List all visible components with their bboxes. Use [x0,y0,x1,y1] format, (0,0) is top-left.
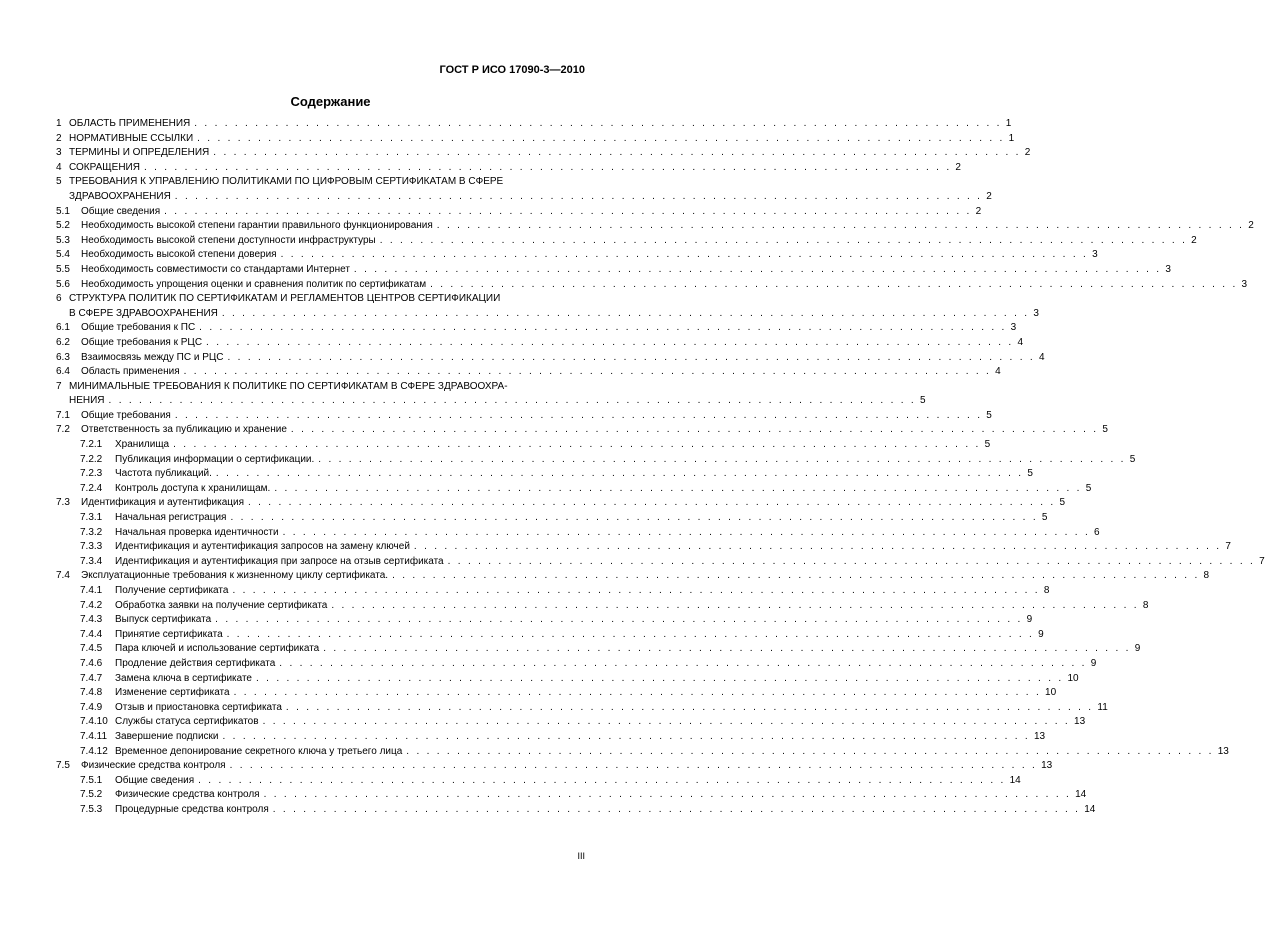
toc-entry-number: 7.4.2 [80,599,103,611]
toc-entry-number: 7.1 [56,409,70,421]
toc-entry-title: Область применения [81,365,184,380]
toc-entry-page: 2 [975,205,982,217]
toc-entry-number: 6.4 [56,366,70,378]
toc-entry-page: 10 [1067,672,1079,684]
toc-dot-leader: . . . . . . . . . . . . . . . . . . . . . . . . . . . . . . . . . . . . . . . . . . . . . . . . . . . . . . . . . . . . . . . . . . . . . . . . . . . . . . . . [213,147,1021,159]
toc-entry-page: 3 [1033,307,1039,319]
toc-entry-number: 5 [56,176,62,188]
toc-entry[interactable] [56,292,1039,321]
toc-dot-leader: . . . . . . . . . . . . . . . . . . . . . . . . . . . . . . . . . . . . . . . . . . . . . . . . . . . . . . . . . . . . . . . . . . . . . . . . . . . . . . . . [323,643,1131,655]
toc-entry-title: Обработка заявки на получение сертификата [115,599,331,614]
toc-entry-page: 5 [1027,468,1033,480]
toc-entry-number: 7.4.7 [80,672,103,684]
toc-entry-number: 6 [56,293,62,305]
toc-entry[interactable] [56,701,1108,716]
toc-entry-page: 3 [1092,249,1098,261]
toc-entry-title: ТРЕБОВАНИЯ К УПРАВЛЕНИЮ ПОЛИТИКАМИ ПО ЦИФРОВЫМ СЕРТИФИКАТАМ В СФЕРЕ [69,175,507,190]
toc-entry-title: Идентификация и аутентификация [81,496,248,511]
toc-dot-leader: . . . . . . . . . . . . . . . . . . . . . . . . . . . . . . . . . . . . . . . . . . . . . . . . . . . . . . . . . . . . . . . . . . . . . . . . . . . . . . . . [226,628,1035,640]
toc-entry-page: 10 [1045,687,1057,699]
toc-entry-number: 7.5.3 [80,803,103,815]
page-title: Содержание [290,94,371,109]
toc-dot-leader: . . . . . . . . . . . . . . . . . . . . . . . . . . . . . . . . . . . . . . . . . . . . . . . . . . . . . . . . . . . . . . . . . . . . . . . . . . . . . . . . [164,205,972,217]
toc-entry-number: 7.2 [56,424,70,436]
toc-dot-leader: . . . . . . . . . . . . . . . . . . . . . . . . . . . . . . . . . . . . . . . . . . . . . . . . . . . . . . . . . . . . . . . . . . . . . . . . . . . . . . . . [247,497,1056,509]
toc-entry-page: 5 [1041,512,1048,524]
toc-entry-title: Общие требования к РЦС [81,336,206,351]
toc-entry[interactable] [56,774,1021,789]
toc-entry-title: Необходимость высокой степени гарантии правильного функционирования [81,219,437,234]
toc-entry-number: 7.5.1 [80,774,103,786]
toc-entry[interactable] [56,278,1248,293]
toc-entry-page: 5 [986,409,992,421]
toc-entry-title: Службы статуса сертификатов [115,715,263,730]
toc-entry-title: ОБЛАСТЬ ПРИМЕНЕНИЯ [69,117,194,132]
toc-entry-page: 9 [1038,628,1044,640]
toc-dot-leader: . . . . . . . . . . . . . . . . . . . . . . . . . . . . . . . . . . . . . . . . . . . . . . . . . . . . . . . . . . . . . . . . . . . . . . . . . . . . . . . . [331,599,1139,611]
toc-entry-number: 7.2.2 [80,453,103,465]
toc-entry[interactable] [56,613,1033,628]
toc-entry[interactable] [56,423,1108,438]
toc-entry-title: Физические средства контроля [115,788,264,803]
toc-entry[interactable] [56,467,1033,482]
toc-entry-page: 3 [1241,278,1248,290]
toc-dot-leader: . . . . . . . . . . . . . . . . . . . . . . . . . . . . . . . . . . . . . . . . . . . . . . . . . . . . . . . . . . . . . . . . . . . . . . . . . . . . . . . . [232,585,1040,596]
toc-entry-number: 7.4.5 [80,643,103,655]
toc-entry-title: Временное депонирование секретного ключа у третьего лица [115,745,406,760]
toc-entry[interactable] [56,380,926,409]
toc-entry-title: Необходимость высокой степени доверия [81,248,281,263]
toc-entry-number: 7.2.4 [80,482,103,494]
toc-dot-leader: . . . . . . . . . . . . . . . . . . . . . . . . . . . . . . . . . . . . . . . . . . . . . . . . . . . . . . . . . . . . . . . . . . . . . . . . . . . . . . . . [206,336,1014,348]
toc-dot-leader: . . . . . . . . . . . . . . . . . . . . . . . . . . . . . . . . . . . . . . . . . . . . . . . . . . . . . . . . . . . . . . . . . . . . . . . . . . . . . . . . [430,278,1238,290]
toc-entry-title: Общие сведения [115,774,198,789]
toc-entry-number: 7.4.8 [80,687,103,699]
toc-entry-title: Публикация информации о сертификации. [115,453,318,468]
toc-entry-number: 7.3.1 [80,512,103,524]
toc-entry-title: СТРУКТУРА ПОЛИТИК ПО СЕРТИФИКАТАМ И РЕГЛАМЕНТОВ ЦЕНТРОВ СЕРТИФИКАЦИИ [69,292,504,307]
toc-entry-page: 5 [1129,453,1136,465]
toc-dot-leader: . . . . . . . . . . . . . . . . . . . . . . . . . . . . . . . . . . . . . . . . . . . . . . . . . . . . . . . . . . . . . . . . . . . . . . . . . . . . . . . . [108,395,916,407]
toc-entry-title: Процедурные средства контроля [115,803,273,818]
toc-entry-number: 7.3.3 [80,541,103,553]
toc-dot-leader: . . . . . . . . . . . . . . . . . . . . . . . . . . . . . . . . . . . . . . . . . . . . . . . . . . . . . . . . . . . . . . . . . . . . . . . . . . . . . . . . [406,745,1214,757]
toc-entry-page: 14 [1084,803,1096,815]
toc-entry[interactable] [56,175,992,204]
toc-entry[interactable] [56,219,1254,234]
toc-entry-number: 7.2.3 [80,468,103,480]
toc-entry-page: 5 [1102,424,1108,436]
toc-entry[interactable] [56,803,1096,818]
toc-entry-page: 9 [1134,643,1141,655]
toc-entry-title: Необходимость упрощения оценки и сравнения политик по сертификатам [81,278,430,293]
toc-entry-number: 7.5.2 [80,789,103,801]
toc-entry-title: Идентификация и аутентификация при запросе на отзыв сертификата [115,555,448,570]
toc-entry[interactable] [56,686,1057,701]
toc-dot-leader: . . . . . . . . . . . . . . . . . . . . . . . . . . . . . . . . . . . . . . . . . . . . . . . . . . . . . . . . . . . . . . . . . . . . . . . . . . . . . . . . [285,701,1094,713]
toc-entry[interactable] [56,453,1136,468]
toc-entry[interactable] [56,248,1098,263]
toc-entry-number: 7.4.1 [80,585,103,596]
toc-entry-page: 2 [1024,147,1031,159]
toc-entry[interactable] [56,351,1045,366]
toc-entry-number: 7.4 [56,570,70,582]
toc-entry-title: Завершение подписки [115,730,223,745]
toc-dot-leader: . . . . . . . . . . . . . . . . . . . . . . . . . . . . . . . . . . . . . . . . . . . . . . . . . . . . . . . . . . . . . . . . . . . . . . . . . . . . . . . . [413,541,1222,553]
toc-entry-page: 3 [1010,322,1017,334]
toc-entry-page: 4 [1038,351,1045,363]
toc-entry[interactable] [56,496,1065,511]
toc-dot-leader: . . . . . . . . . . . . . . . . . . . . . . . . . . . . . . . . . . . . . . . . . . . . . . . . . . . . . . . . . . . . . . . . . . . . . . . . . . . . . . . . [233,687,1042,699]
toc-entry-page: 8 [1203,570,1210,582]
toc-entry[interactable] [56,540,1231,555]
toc-dot-leader: . . . . . . . . . . . . . . . . . . . . . . . . . . . . . . . . . . . . . . . . . . . . . . . . . . . . . . . . . . . . . . . . . . . . . . . . . . . . . . . . [392,570,1200,582]
toc-entry[interactable] [56,336,1024,351]
toc-entry-number: 7.3.2 [80,526,103,538]
toc-entry[interactable] [56,730,1046,745]
toc-entry-number: 3 [56,147,62,159]
toc-entry-number: 1 [56,118,62,129]
toc-entry-title: Пара ключей и использование сертификата [115,642,323,657]
toc-entry-title: Принятие сертификата [115,628,227,643]
toc-entry-title: В СФЕРЕ ЗДРАВООХРАНЕНИЯ [69,307,222,322]
toc-entry[interactable] [56,365,1001,380]
toc-entry-number: 6.3 [56,351,70,363]
toc-entry-number: 7.4.3 [80,614,103,626]
toc-entry-title: Получение сертификата [115,584,232,599]
toc-entry-title: Замена ключа в сертификате [115,672,256,687]
toc-entry[interactable] [56,715,1086,730]
toc-entry-number: 5.4 [56,249,70,261]
toc-entry-number: 7.2.1 [80,439,103,451]
toc-entry-number: 5.3 [56,234,70,246]
toc-entry-page: 3 [1165,263,1171,275]
toc-entry[interactable] [56,482,1092,497]
toc-entry[interactable] [56,205,982,220]
page-number: III [577,851,585,861]
toc-entry-title: Начальная регистрация [115,511,230,526]
toc-entry-title: Физические средства контроля [81,759,230,774]
toc-entry-page: 9 [1026,614,1033,626]
toc-entry-page: 9 [1090,657,1097,669]
toc-entry-number: 4 [56,161,62,173]
toc-entry[interactable] [56,569,1210,584]
toc-dot-leader: . . . . . . . . . . . . . . . . . . . . . . . . . . . . . . . . . . . . . . . . . . . . . . . . . . . . . . . . . . . . . . . . . . . . . . . . . . . . . . . . [221,307,1030,319]
toc-entry-title: МИНИМАЛЬНЫЕ ТРЕБОВАНИЯ К ПОЛИТИКЕ ПО СЕРТИФИКАТАМ В СФЕРЕ ЗДРАВООХРА- [69,380,512,395]
toc-entry-page: 13 [1033,730,1046,742]
toc-entry-page: 4 [995,366,1001,378]
toc-entry[interactable] [56,526,1100,541]
toc-entry-page: 11 [1097,701,1108,713]
toc-dot-leader: . . . . . . . . . . . . . . . . . . . . . . . . . . . . . . . . . . . . . . . . . . . . . . . . . . . . . . . . . . . . . . . . . . . . . . . . . . . . . . . . [222,730,1030,742]
toc-dot-leader: . . . . . . . . . . . . . . . . . . . . . . . . . . . . . . . . . . . . . . . . . . . . . . . . . . . . . . . . . . . . . . . . . . . . . . . . . . . . . . . . [256,672,1064,684]
toc-entry-title: Необходимость совместимости со стандартами Интернет [81,263,354,278]
toc-entry-number: 5.6 [56,278,70,290]
toc-entry-number: 6.1 [56,322,70,334]
toc-entry-title: Идентификация и аутентификация запросов на замену ключей [115,540,414,555]
toc-dot-leader: . . . . . . . . . . . . . . . . . . . . . . . . . . . . . . . . . . . . . . . . . . . . . . . . . . . . . . . . . . . . . . . . . . . . . . . . . . . . . . . . [194,118,1002,129]
toc-entry-number: 5.2 [56,220,70,232]
toc-entry[interactable] [56,146,1031,161]
toc-entry-page: 2 [955,161,961,173]
toc-entry[interactable] [56,672,1079,687]
toc-entry-number: 2 [56,132,62,144]
toc-entry[interactable] [56,657,1097,672]
toc-entry[interactable] [56,584,1050,599]
toc-entry-title: Ответственность за публикацию и хранение [81,423,291,438]
toc-dot-leader: . . . . . . . . . . . . . . . . . . . . . . . . . . . . . . . . . . . . . . . . . . . . . . . . . . . . . . . . . . . . . . . . . . . . . . . . . . . . . . . . [174,409,983,421]
toc-entry[interactable] [56,234,1197,249]
toc-entry-number: 7.4.10 [80,716,108,728]
toc-dot-leader: . . . . . . . . . . . . . . . . . . . . . . . . . . . . . . . . . . . . . . . . . . . . . . . . . . . . . . . . . . . . . . . . . . . . . . . . . . . . . . . . [215,614,1023,626]
toc-dot-leader: . . . . . . . . . . . . . . . . . . . . . . . . . . . . . . . . . . . . . . . . . . . . . . . . . . . . . . . . . . . . . . . . . . . . . . . . . . . . . . . . [274,482,1082,494]
toc-entry-title: ТЕРМИНЫ И ОПРЕДЕЛЕНИЯ [69,146,213,161]
toc-dot-leader: . . . . . . . . . . . . . . . . . . . . . . . . . . . . . . . . . . . . . . . . . . . . . . . . . . . . . . . . . . . . . . . . . . . . . . . . . . . . . . . . [174,190,983,202]
toc-entry-number: 5.1 [56,205,70,217]
toc-entry[interactable] [56,788,1087,803]
toc-entry[interactable] [56,555,1265,570]
toc-entry-number: 7.4.4 [80,628,103,640]
toc-entry-title: Необходимость высокой степени доступности инфраструктуры [81,234,380,249]
toc-dot-leader: . . . . . . . . . . . . . . . . . . . . . . . . . . . . . . . . . . . . . . . . . . . . . . . . . . . . . . . . . . . . . . . . . . . . . . . . . . . . . . . . [173,439,981,451]
toc-entry-page: 5 [1059,497,1065,509]
toc-entry[interactable] [56,438,991,453]
toc-entry-page: 5 [1085,482,1092,494]
toc-entry-title: ЗДРАВООХРАНЕНИЯ [69,190,175,205]
toc-entry-number: 7.4.11 [80,730,108,742]
toc-entry-page: 13 [1217,745,1229,757]
toc-entry-title: Начальная проверка идентичности [115,526,283,541]
toc-dot-leader: . . . . . . . . . . . . . . . . . . . . . . . . . . . . . . . . . . . . . . . . . . . . . . . . . . . . . . . . . . . . . . . . . . . . . . . . . . . . . . . . [143,161,952,173]
toc-entry-page: 8 [1043,585,1050,596]
toc-entry-title: Общие сведения [81,205,164,220]
toc-dot-leader: . . . . . . . . . . . . . . . . . . . . . . . . . . . . . . . . . . . . . . . . . . . . . . . . . . . . . . . . . . . . . . . . . . . . . . . . . . . . . . . . [272,803,1081,815]
toc-entry-title: Продление действия сертификата [115,657,279,672]
toc-dot-leader: . . . . . . . . . . . . . . . . . . . . . . . . . . . . . . . . . . . . . . . . . . . . . . . . . . . . . . . . . . . . . . . . . . . . . . . . . . . . . . . . [436,220,1245,232]
toc-dot-leader: . . . . . . . . . . . . . . . . . . . . . . . . . . . . . . . . . . . . . . . . . . . . . . . . . . . . . . . . . . . . . . . . . . . . . . . . . . . . . . . . [447,555,1256,567]
toc-entry-number: 7.4.12 [80,745,108,757]
toc-entry-number: 7.4.9 [80,701,103,713]
toc-entry-title: Взаимосвязь между ПС и РЦС [81,351,228,366]
toc-dot-leader: . . . . . . . . . . . . . . . . . . . . . . . . . . . . . . . . . . . . . . . . . . . . . . . . . . . . . . . . . . . . . . . . . . . . . . . . . . . . . . . . [282,526,1091,538]
toc-entry-page: 7 [1259,555,1265,567]
toc-dot-leader: . . . . . . . . . . . . . . . . . . . . . . . . . . . . . . . . . . . . . . . . . . . . . . . . . . . . . . . . . . . . . . . . . . . . . . . . . . . . . . . . [229,760,1038,772]
toc-entry[interactable] [56,745,1229,760]
toc-entry-title: Выпуск сертификата [115,613,215,628]
toc-entry[interactable] [56,511,1048,526]
document-code: ГОСТ Р ИСО 17090-3—2010 [439,64,585,76]
toc-entry[interactable] [56,321,1017,336]
toc-entry[interactable] [56,759,1053,774]
toc-entry-page: 13 [1041,760,1053,772]
toc-entry-page: 14 [1075,789,1087,801]
toc-entry[interactable] [56,117,1012,132]
toc-entry-page: 5 [984,439,991,451]
toc-dot-leader: . . . . . . . . . . . . . . . . . . . . . . . . . . . . . . . . . . . . . . . . . . . . . . . . . . . . . . . . . . . . . . . . . . . . . . . . . . . . . . . . [183,366,992,378]
toc-entry-page: 1 [1008,132,1015,144]
toc-entry-title: Отзыв и приостановка сертификата [115,701,286,716]
toc-dot-leader: . . . . . . . . . . . . . . . . . . . . . . . . . . . . . . . . . . . . . . . . . . . . . . . . . . . . . . . . . . . . . . . . . . . . . . . . . . . . . . . . [279,657,1087,669]
toc-entry-title: Общие требования [81,409,175,424]
toc-dot-leader: . . . . . . . . . . . . . . . . . . . . . . . . . . . . . . . . . . . . . . . . . . . . . . . . . . . . . . . . . . . . . . . . . . . . . . . . . . . . . . . . [290,424,1099,436]
toc-dot-leader: . . . . . . . . . . . . . . . . . . . . . . . . . . . . . . . . . . . . . . . . . . . . . . . . . . . . . . . . . . . . . . . . . . . . . . . . . . . . . . . . [262,716,1071,728]
toc-dot-leader: . . . . . . . . . . . . . . . . . . . . . . . . . . . . . . . . . . . . . . . . . . . . . . . . . . . . . . . . . . . . . . . . . . . . . . . . . . . . . . . . [227,351,1035,363]
toc-entry[interactable] [56,599,1149,614]
toc-dot-leader: . . . . . . . . . . . . . . . . . . . . . . . . . . . . . . . . . . . . . . . . . . . . . . . . . . . . . . . . . . . . . . . . . . . . . . . . . . . . . . . . [230,512,1038,524]
toc-entry[interactable] [56,132,1015,147]
toc-dot-leader: . . . . . . . . . . . . . . . . . . . . . . . . . . . . . . . . . . . . . . . . . . . . . . . . . . . . . . . . . . . . . . . . . . . . . . . . . . . . . . . . [197,132,1005,144]
toc-entry-title: Изменение сертификата [115,686,234,701]
toc-entry-title: Эксплуатационные требования к жизненному циклу сертификата. [81,569,392,584]
toc-dot-leader: . . . . . . . . . . . . . . . . . . . . . . . . . . . . . . . . . . . . . . . . . . . . . . . . . . . . . . . . . . . . . . . . . . . . . . . . . . . . . . . . [263,789,1072,801]
toc-entry[interactable] [56,409,992,424]
toc-entry-title: Общие требования к ПС [81,321,199,336]
toc-entry-page: 8 [1142,599,1149,611]
toc-entry-page: 2 [1248,220,1254,232]
toc-entry-number: 5.5 [56,263,70,275]
toc-entry[interactable] [56,628,1044,643]
toc-entry-page: 14 [1009,774,1021,786]
toc-entry-number: 6.2 [56,336,70,348]
toc-entry[interactable] [56,642,1141,657]
toc-entry-title: НЕНИЯ [69,394,109,409]
toc-dot-leader: . . . . . . . . . . . . . . . . . . . . . . . . . . . . . . . . . . . . . . . . . . . . . . . . . . . . . . . . . . . . . . . . . . . . . . . . . . . . . . . . [379,234,1188,246]
toc-entry-title: НОРМАТИВНЫЕ ССЫЛКИ [69,132,197,147]
toc-entry-page: 2 [986,190,992,202]
toc-entry-number: 7.5 [56,760,70,772]
toc-entry-title: Контроль доступа к хранилищам. [115,482,274,497]
toc-entry-page: 7 [1225,541,1231,553]
toc-entry-number: 7.4.6 [80,657,103,669]
toc-entry-page: 5 [919,395,926,407]
toc-dot-leader: . . . . . . . . . . . . . . . . . . . . . . . . . . . . . . . . . . . . . . . . . . . . . . . . . . . . . . . . . . . . . . . . . . . . . . . . . . . . . . . . [215,468,1024,480]
toc-dot-leader: . . . . . . . . . . . . . . . . . . . . . . . . . . . . . . . . . . . . . . . . . . . . . . . . . . . . . . . . . . . . . . . . . . . . . . . . . . . . . . . . [353,263,1162,275]
toc-entry-number: 7 [56,380,62,392]
toc-dot-leader: . . . . . . . . . . . . . . . . . . . . . . . . . . . . . . . . . . . . . . . . . . . . . . . . . . . . . . . . . . . . . . . . . . . . . . . . . . . . . . . . [199,322,1007,334]
toc-dot-leader: . . . . . . . . . . . . . . . . . . . . . . . . . . . . . . . . . . . . . . . . . . . . . . . . . . . . . . . . . . . . . . . . . . . . . . . . . . . . . . . . [280,249,1089,261]
toc-entry-page: 2 [1191,234,1197,246]
toc-entry-page: 13 [1074,716,1086,728]
toc-entry-title: Частота публикаций. [115,467,216,482]
toc-entry-page: 6 [1094,526,1100,538]
toc-entry[interactable] [56,263,1171,278]
toc-entry-page: 4 [1017,336,1024,348]
toc-dot-leader: . . . . . . . . . . . . . . . . . . . . . . . . . . . . . . . . . . . . . . . . . . . . . . . . . . . . . . . . . . . . . . . . . . . . . . . . . . . . . . . . [318,453,1126,465]
toc-entry-number: 7.3 [56,497,70,509]
table-of-contents [56,117,1265,818]
toc-entry[interactable] [56,161,961,176]
toc-entry-title: Хранилища [115,438,173,453]
toc-entry-title: СОКРАЩЕНИЯ [69,161,144,176]
toc-dot-leader: . . . . . . . . . . . . . . . . . . . . . . . . . . . . . . . . . . . . . . . . . . . . . . . . . . . . . . . . . . . . . . . . . . . . . . . . . . . . . . . . [198,774,1006,786]
toc-entry-page: 1 [1005,118,1012,129]
toc-entry-number: 7.3.4 [80,555,103,567]
